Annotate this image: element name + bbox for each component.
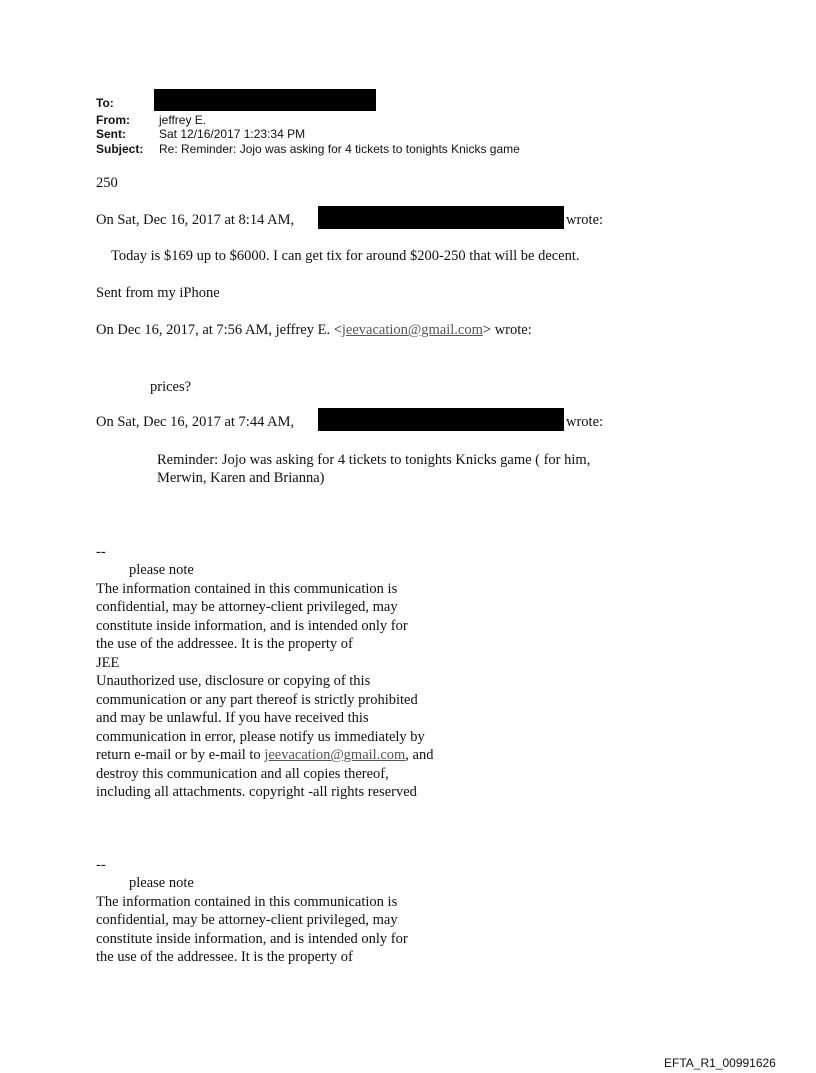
disclaimer1-please-note: please note [129, 562, 194, 578]
disclaimer1-line1: The information contained in this communication is [96, 580, 398, 597]
quote3-line1: Reminder: Jojo was asking for 4 tickets to tonights Knicks game ( for him, [157, 452, 591, 468]
disclaimer2-please-note: please note [129, 875, 194, 891]
quote3-line2: Merwin, Karen and Brianna) [157, 470, 325, 486]
disclaimer1-line10-prefix: return e-mail or by e-mail to [96, 747, 265, 763]
disclaimer1-line6: Unauthorized use, disclosure or copying of this [96, 673, 371, 689]
disclaimer2-line4: the use of the addressee. It is the property of [96, 949, 353, 965]
quote1-text: Today is $169 up to $6000. I can get tix for around $200-250 that will be decent. [111, 248, 580, 264]
quote2-intro-suffix: > wrote: [482, 322, 532, 338]
redaction-to [154, 89, 376, 111]
to-label: To: [96, 96, 114, 110]
sent-value: Sat 12/16/2017 1:23:34 PM [159, 127, 306, 141]
disclaimer1-line4: the use of the addressee. It is the property of [96, 636, 353, 652]
disclaimer2-dashes: -- [96, 857, 106, 873]
disclaimer2-line1: The information contained in this communication is [96, 893, 398, 910]
quote1-wrote: wrote: [566, 212, 604, 228]
disclaimer1-line9: communication in error, please notify us immediately by [96, 728, 425, 745]
quote3-intro: On Sat, Dec 16, 2017 at 7:44 AM, [96, 414, 295, 430]
disclaimer1-line12: including all attachments. copyright -all rights reserved [96, 784, 417, 800]
subject-value: Re: Reminder: Jojo was asking for 4 tickets to tonights Knicks game [159, 142, 520, 156]
disclaimer2 [96, 874, 408, 967]
disclaimer1-dashes: -- [96, 544, 106, 560]
quote2-email-link[interactable]: jeevacation@gmail.com [341, 322, 483, 338]
disclaimer2-line2: confidential, may be attorney-client privileged, may [96, 912, 398, 928]
reply-text: 250 [96, 175, 118, 191]
document-id: EFTA_R1_00991626 [664, 1056, 776, 1070]
from-value: jeffrey E. [159, 113, 207, 127]
disclaimer1-line8: and may be unlawful. If you have received this [96, 710, 369, 726]
subject-label: Subject: [96, 142, 144, 156]
disclaimer1-line10-suffix: , and [405, 747, 434, 763]
disclaimer1-line2: confidential, may be attorney-client privileged, may [96, 599, 398, 615]
disclaimer1 [96, 561, 433, 802]
redaction-quote3-sender [318, 408, 564, 431]
quote3-wrote: wrote: [566, 414, 604, 430]
quote1-intro: On Sat, Dec 16, 2017 at 8:14 AM, [96, 212, 295, 228]
disclaimer1-line3: constitute inside information, and is intended only for [96, 617, 408, 634]
disclaimer1-line5: JEE [96, 654, 120, 671]
disclaimer1-line10 [96, 746, 433, 765]
signature: Sent from my iPhone [96, 285, 220, 301]
sent-label: Sent: [96, 127, 126, 141]
quote2-intro-prefix: On Dec 16, 2017, at 7:56 AM, jeffrey E. < [96, 322, 342, 338]
from-label: From: [96, 113, 130, 127]
disclaimer1-email-link[interactable]: jeevacation@gmail.com [264, 747, 406, 763]
quote2-intro [96, 321, 532, 339]
disclaimer1-line11: destroy this communication and all copies thereof, [96, 765, 389, 782]
disclaimer1-line7: communication or any part thereof is strictly prohibited [96, 691, 418, 708]
redaction-quote1-sender [318, 206, 564, 229]
disclaimer2-line3: constitute inside information, and is intended only for [96, 930, 408, 947]
quote2-text: prices? [150, 379, 192, 395]
